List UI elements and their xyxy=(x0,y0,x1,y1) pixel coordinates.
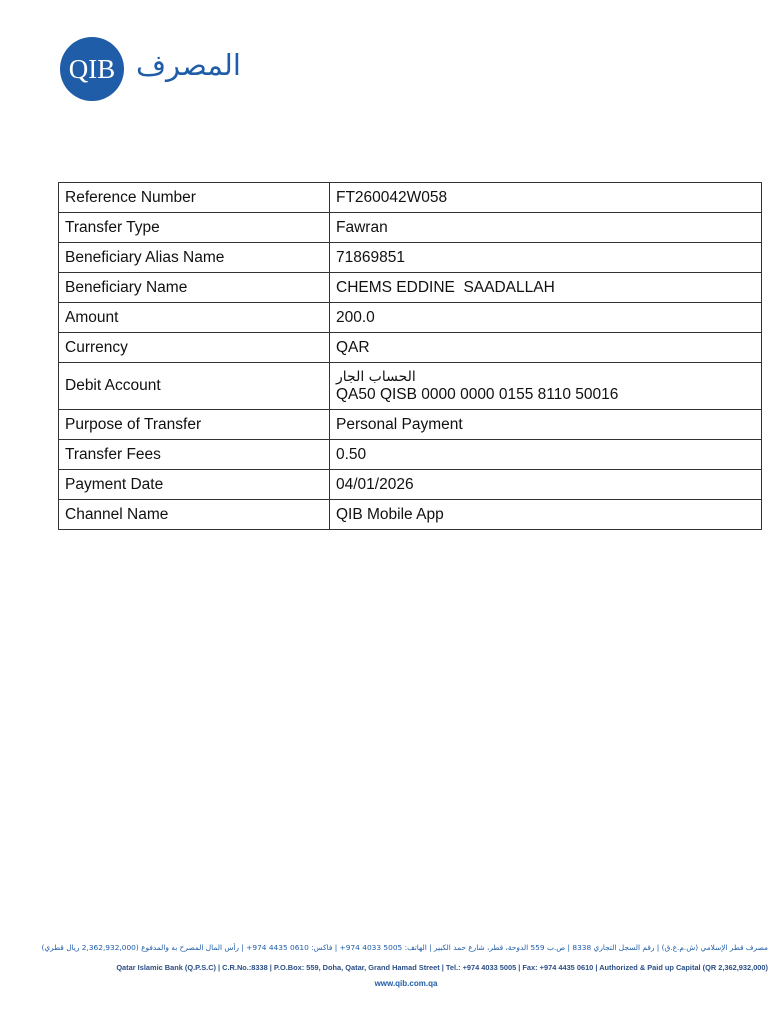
footer-english-address: Qatar Islamic Bank (Q.P.S.C) | C.R.No.:8338 | P.O.Box: 559, Doha, Qatar, Grand Hamad Street | Tel.: +974 4033 5005 | Fax: +974 4435 0610 | Authorized & Paid up Capital (QR 2,362,932,000) xyxy=(116,963,768,972)
table-row xyxy=(59,470,762,500)
table-row xyxy=(59,363,762,410)
row-value: 04/01/2026 xyxy=(330,470,762,500)
qib-logo xyxy=(60,37,241,101)
row-label: Amount xyxy=(59,303,330,333)
row-value: CHEMS EDDINE SAADALLAH xyxy=(330,273,762,303)
table-row xyxy=(59,213,762,243)
row-label: Beneficiary Name xyxy=(59,273,330,303)
row-value: QIB Mobile App xyxy=(330,500,762,530)
row-value: 71869851 xyxy=(330,243,762,273)
row-label: Transfer Fees xyxy=(59,440,330,470)
table-row xyxy=(59,440,762,470)
row-label: Debit Account xyxy=(59,363,330,410)
row-label: Purpose of Transfer xyxy=(59,410,330,440)
row-value: FT260042W058 xyxy=(330,183,762,213)
transfer-details-table xyxy=(58,182,762,530)
footer-website-link[interactable]: www.qib.com.qa xyxy=(374,979,438,988)
row-value: QAR xyxy=(330,333,762,363)
row-value: 0.50 xyxy=(330,440,762,470)
table-row xyxy=(59,183,762,213)
row-value: 200.0 xyxy=(330,303,762,333)
table-row xyxy=(59,273,762,303)
row-label: Reference Number xyxy=(59,183,330,213)
row-value: Personal Payment xyxy=(330,410,762,440)
table-row xyxy=(59,333,762,363)
row-label: Currency xyxy=(59,333,330,363)
qib-logo-mark: QIB xyxy=(60,37,124,101)
row-label: Channel Name xyxy=(59,500,330,530)
table-row xyxy=(59,500,762,530)
table-row xyxy=(59,243,762,273)
debit-account-arabic-name: الحساب الجار xyxy=(336,369,416,385)
qib-logo-arabic-text: المصرف xyxy=(136,48,241,82)
row-value-debit-account xyxy=(330,363,762,410)
row-label: Transfer Type xyxy=(59,213,330,243)
row-label: Payment Date xyxy=(59,470,330,500)
row-label: Beneficiary Alias Name xyxy=(59,243,330,273)
row-value: Fawran xyxy=(330,213,762,243)
footer-arabic-address: مصرف قطر الإسلامي (ش.م.ع.ق) | رقم السجل التجاري 8338 | ص.ب 559 الدوحة، قطر، شارع حمد الكبير | الهاتف: 5005 4033 974+ | فاكس: 0610 4435 974+ | رأس المال المصرح به والمدفوع (2,362,932,000 ريال قطري) xyxy=(41,943,768,952)
table-row xyxy=(59,303,762,333)
debit-account-iban: QA50 QISB 0000 0000 0155 8110 50016 xyxy=(336,386,619,403)
table-row xyxy=(59,410,762,440)
